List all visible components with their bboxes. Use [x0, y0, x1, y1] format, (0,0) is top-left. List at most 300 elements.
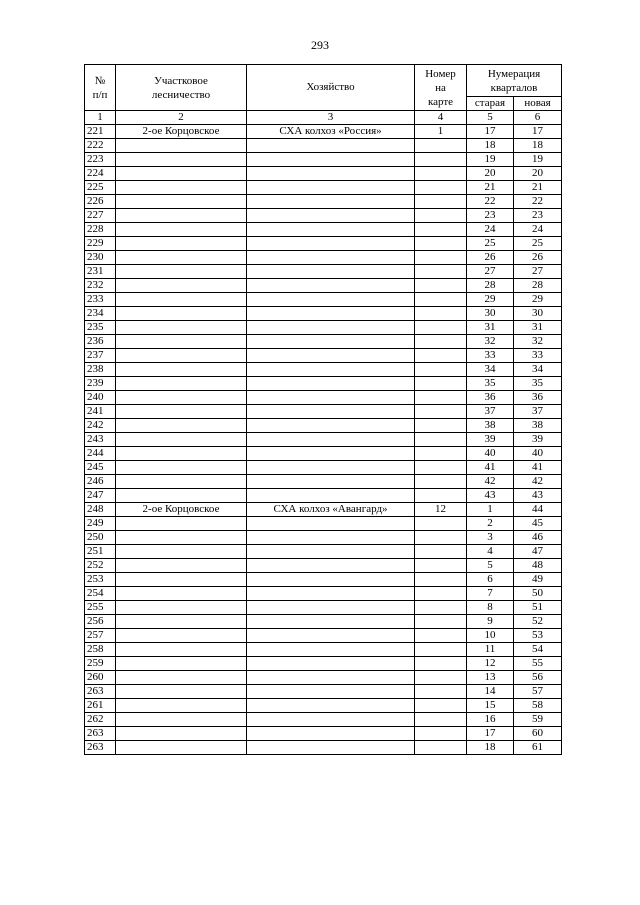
map-number-cell: [415, 363, 467, 377]
row-number-cell: 246: [85, 475, 116, 489]
table-row: [85, 671, 562, 685]
forestry-cell: [116, 615, 247, 629]
forestry-cell: [116, 559, 247, 573]
column-number: 2: [116, 111, 247, 125]
farm-cell: [247, 629, 415, 643]
farm-cell: [247, 461, 415, 475]
farm-cell: [247, 321, 415, 335]
farm-cell: [247, 349, 415, 363]
old-quarter-cell: 31: [467, 321, 514, 335]
forestry-cell: 2-ое Корцовское: [116, 125, 247, 139]
forestry-cell: [116, 195, 247, 209]
table-row: [85, 475, 562, 489]
table-row: [85, 181, 562, 195]
forestry-cell: [116, 279, 247, 293]
map-number-cell: [415, 167, 467, 181]
map-number-cell: 1: [415, 125, 467, 139]
forestry-cell: [116, 335, 247, 349]
header-num-text: № п/п: [92, 74, 108, 101]
map-number-cell: [415, 405, 467, 419]
new-quarter-cell: 58: [514, 699, 562, 713]
old-quarter-cell: 20: [467, 167, 514, 181]
table-row: [85, 167, 562, 181]
farm-cell: [247, 433, 415, 447]
old-quarter-cell: 16: [467, 713, 514, 727]
old-quarter-cell: 37: [467, 405, 514, 419]
table-row: [85, 643, 562, 657]
farm-cell: [247, 573, 415, 587]
new-quarter-cell: 39: [514, 433, 562, 447]
map-number-cell: [415, 391, 467, 405]
forestry-cell: [116, 181, 247, 195]
row-number-cell: 239: [85, 377, 116, 391]
new-quarter-cell: 28: [514, 279, 562, 293]
forestry-cell: [116, 713, 247, 727]
row-number-cell: 232: [85, 279, 116, 293]
map-number-cell: [415, 713, 467, 727]
header-num: [85, 65, 116, 111]
row-number-cell: 251: [85, 545, 116, 559]
new-quarter-cell: 31: [514, 321, 562, 335]
map-number-cell: [415, 727, 467, 741]
new-quarter-cell: 35: [514, 377, 562, 391]
forestry-cell: [116, 573, 247, 587]
row-number-cell: 243: [85, 433, 116, 447]
page-number: 293: [311, 38, 329, 52]
table-row: [85, 573, 562, 587]
row-number-cell: 231: [85, 265, 116, 279]
forestry-cell: [116, 727, 247, 741]
column-number: 3: [247, 111, 415, 125]
map-number-cell: [415, 181, 467, 195]
map-number-cell: [415, 587, 467, 601]
new-quarter-cell: 24: [514, 223, 562, 237]
new-quarter-cell: 26: [514, 251, 562, 265]
table-row: [85, 559, 562, 573]
new-quarter-cell: 61: [514, 741, 562, 755]
farm-cell: [247, 293, 415, 307]
map-number-cell: [415, 265, 467, 279]
new-quarter-cell: 59: [514, 713, 562, 727]
table-row: [85, 139, 562, 153]
table-row: [85, 419, 562, 433]
new-quarter-cell: 43: [514, 489, 562, 503]
new-quarter-cell: 29: [514, 293, 562, 307]
farm-cell: СХА колхоз «Россия»: [247, 125, 415, 139]
old-quarter-cell: 10: [467, 629, 514, 643]
table-row: [85, 741, 562, 755]
new-quarter-cell: 25: [514, 237, 562, 251]
row-number-cell: 254: [85, 587, 116, 601]
row-number-cell: 226: [85, 195, 116, 209]
old-quarter-cell: 9: [467, 615, 514, 629]
new-quarter-cell: 54: [514, 643, 562, 657]
new-quarter-cell: 21: [514, 181, 562, 195]
map-number-cell: [415, 601, 467, 615]
forestry-cell: [116, 587, 247, 601]
row-number-cell: 237: [85, 349, 116, 363]
new-quarter-cell: 23: [514, 209, 562, 223]
column-number: 6: [514, 111, 562, 125]
map-number-cell: [415, 615, 467, 629]
old-quarter-cell: 19: [467, 153, 514, 167]
map-number-cell: [415, 139, 467, 153]
table-row: [85, 433, 562, 447]
map-number-cell: [415, 559, 467, 573]
column-numbers-row: [85, 111, 562, 125]
farm-cell: [247, 377, 415, 391]
new-quarter-cell: 57: [514, 685, 562, 699]
forestry-cell: [116, 167, 247, 181]
farm-cell: [247, 405, 415, 419]
new-quarter-cell: 50: [514, 587, 562, 601]
farm-cell: СХА колхоз «Авангард»: [247, 503, 415, 517]
new-quarter-cell: 51: [514, 601, 562, 615]
header-new: новая: [514, 97, 562, 111]
new-quarter-cell: 52: [514, 615, 562, 629]
forestry-cell: [116, 349, 247, 363]
map-number-cell: [415, 517, 467, 531]
new-quarter-cell: 41: [514, 461, 562, 475]
forestry-cell: [116, 237, 247, 251]
old-quarter-cell: 14: [467, 685, 514, 699]
forestry-cell: [116, 377, 247, 391]
forestry-cell: [116, 489, 247, 503]
row-number-cell: 261: [85, 699, 116, 713]
table-row: [85, 657, 562, 671]
forestry-cell: [116, 265, 247, 279]
column-number: 5: [467, 111, 514, 125]
map-number-cell: [415, 349, 467, 363]
farm-cell: [247, 391, 415, 405]
new-quarter-cell: 30: [514, 307, 562, 321]
map-number-cell: [415, 475, 467, 489]
row-number-cell: 259: [85, 657, 116, 671]
map-number-cell: [415, 223, 467, 237]
row-number-cell: 252: [85, 559, 116, 573]
farm-cell: [247, 657, 415, 671]
new-quarter-cell: 60: [514, 727, 562, 741]
table-row: [85, 587, 562, 601]
old-quarter-cell: 38: [467, 419, 514, 433]
old-quarter-cell: 36: [467, 391, 514, 405]
row-number-cell: 249: [85, 517, 116, 531]
old-quarter-cell: 22: [467, 195, 514, 209]
new-quarter-cell: 17: [514, 125, 562, 139]
row-number-cell: 235: [85, 321, 116, 335]
forestry-cell: [116, 139, 247, 153]
old-quarter-cell: 43: [467, 489, 514, 503]
table-row: [85, 447, 562, 461]
table-row: [85, 489, 562, 503]
old-quarter-cell: 12: [467, 657, 514, 671]
old-quarter-cell: 26: [467, 251, 514, 265]
column-number: 1: [85, 111, 116, 125]
row-number-cell: 257: [85, 629, 116, 643]
map-number-cell: [415, 209, 467, 223]
farm-cell: [247, 475, 415, 489]
farm-cell: [247, 587, 415, 601]
farm-cell: [247, 685, 415, 699]
table-row: [85, 391, 562, 405]
new-quarter-cell: 56: [514, 671, 562, 685]
map-number-cell: [415, 699, 467, 713]
row-number-cell: 244: [85, 447, 116, 461]
old-quarter-cell: 15: [467, 699, 514, 713]
table-header: [85, 65, 562, 125]
table-row: [85, 531, 562, 545]
row-number-cell: 255: [85, 601, 116, 615]
new-quarter-cell: 27: [514, 265, 562, 279]
forestry-cell: [116, 475, 247, 489]
forestry-cell: [116, 433, 247, 447]
table-row: [85, 349, 562, 363]
forestry-cell: [116, 391, 247, 405]
map-number-cell: [415, 671, 467, 685]
map-number-cell: [415, 377, 467, 391]
table-row: [85, 601, 562, 615]
farm-cell: [247, 167, 415, 181]
farm-cell: [247, 237, 415, 251]
farm-cell: [247, 195, 415, 209]
row-number-cell: 229: [85, 237, 116, 251]
row-number-cell: 263: [85, 685, 116, 699]
old-quarter-cell: 42: [467, 475, 514, 489]
table-row: [85, 237, 562, 251]
row-number-cell: 256: [85, 615, 116, 629]
farm-cell: [247, 489, 415, 503]
forestry-cell: [116, 209, 247, 223]
row-number-cell: 263: [85, 741, 116, 755]
farm-cell: [247, 615, 415, 629]
forestry-cell: [116, 223, 247, 237]
column-number: 4: [415, 111, 467, 125]
old-quarter-cell: 27: [467, 265, 514, 279]
forestry-cell: [116, 419, 247, 433]
old-quarter-cell: 34: [467, 363, 514, 377]
forestry-cell: [116, 685, 247, 699]
header-forestry-text: Участковое лесничество: [151, 74, 211, 101]
table-row: [85, 685, 562, 699]
farm-cell: [247, 741, 415, 755]
farm-cell: [247, 265, 415, 279]
header-farm: Хозяйство: [247, 65, 415, 111]
farm-cell: [247, 153, 415, 167]
new-quarter-cell: 45: [514, 517, 562, 531]
table-row: [85, 265, 562, 279]
row-number-cell: 228: [85, 223, 116, 237]
new-quarter-cell: 22: [514, 195, 562, 209]
table-row: [85, 545, 562, 559]
row-number-cell: 245: [85, 461, 116, 475]
table-row: [85, 223, 562, 237]
row-number-cell: 248: [85, 503, 116, 517]
forestry-cell: [116, 153, 247, 167]
map-number-cell: [415, 629, 467, 643]
table-row: [85, 125, 562, 139]
map-number-cell: [415, 153, 467, 167]
old-quarter-cell: 29: [467, 293, 514, 307]
forestry-cell: [116, 545, 247, 559]
farm-cell: [247, 699, 415, 713]
farm-cell: [247, 223, 415, 237]
row-number-cell: 242: [85, 419, 116, 433]
map-number-cell: [415, 461, 467, 475]
row-number-cell: 260: [85, 671, 116, 685]
header-map-number-text: Номер на карте: [425, 67, 456, 108]
map-number-cell: [415, 321, 467, 335]
new-quarter-cell: 37: [514, 405, 562, 419]
old-quarter-cell: 35: [467, 377, 514, 391]
header-forestry: [116, 65, 247, 111]
map-number-cell: [415, 307, 467, 321]
new-quarter-cell: 55: [514, 657, 562, 671]
farm-cell: [247, 335, 415, 349]
old-quarter-cell: 32: [467, 335, 514, 349]
row-number-cell: 234: [85, 307, 116, 321]
old-quarter-cell: 5: [467, 559, 514, 573]
old-quarter-cell: 40: [467, 447, 514, 461]
old-quarter-cell: 30: [467, 307, 514, 321]
table-row: [85, 699, 562, 713]
forestry-cell: [116, 741, 247, 755]
forestry-cell: [116, 699, 247, 713]
forestry-cell: 2-ое Корцовское: [116, 503, 247, 517]
forestry-cell: [116, 307, 247, 321]
forestry-cell: [116, 601, 247, 615]
forest-quarters-table: [84, 64, 562, 755]
table-row: [85, 293, 562, 307]
map-number-cell: [415, 251, 467, 265]
table-row: [85, 279, 562, 293]
row-number-cell: 241: [85, 405, 116, 419]
row-number-cell: 240: [85, 391, 116, 405]
map-number-cell: [415, 419, 467, 433]
row-number-cell: 225: [85, 181, 116, 195]
table-row: [85, 615, 562, 629]
forestry-cell: [116, 251, 247, 265]
forestry-cell: [116, 461, 247, 475]
table-body: [85, 125, 562, 755]
table-row: [85, 713, 562, 727]
row-number-cell: 221: [85, 125, 116, 139]
row-number-cell: 262: [85, 713, 116, 727]
farm-cell: [247, 643, 415, 657]
forestry-cell: [116, 531, 247, 545]
old-quarter-cell: 18: [467, 741, 514, 755]
forestry-cell: [116, 657, 247, 671]
old-quarter-cell: 11: [467, 643, 514, 657]
new-quarter-cell: 33: [514, 349, 562, 363]
map-number-cell: [415, 643, 467, 657]
forestry-cell: [116, 293, 247, 307]
farm-cell: [247, 559, 415, 573]
table-row: [85, 405, 562, 419]
new-quarter-cell: 48: [514, 559, 562, 573]
header-quarter-numbering: [467, 65, 562, 97]
row-number-cell: 224: [85, 167, 116, 181]
new-quarter-cell: 49: [514, 573, 562, 587]
map-number-cell: [415, 195, 467, 209]
map-number-cell: [415, 279, 467, 293]
farm-cell: [247, 531, 415, 545]
old-quarter-cell: 39: [467, 433, 514, 447]
map-number-cell: [415, 657, 467, 671]
new-quarter-cell: 40: [514, 447, 562, 461]
new-quarter-cell: 20: [514, 167, 562, 181]
farm-cell: [247, 251, 415, 265]
map-number-cell: [415, 293, 467, 307]
old-quarter-cell: 21: [467, 181, 514, 195]
row-number-cell: 253: [85, 573, 116, 587]
old-quarter-cell: 1: [467, 503, 514, 517]
farm-cell: [247, 601, 415, 615]
new-quarter-cell: 38: [514, 419, 562, 433]
table-row: [85, 363, 562, 377]
farm-cell: [247, 727, 415, 741]
farm-cell: [247, 279, 415, 293]
farm-cell: [247, 713, 415, 727]
forestry-cell: [116, 643, 247, 657]
farm-cell: [247, 139, 415, 153]
table-row: [85, 335, 562, 349]
map-number-cell: [415, 531, 467, 545]
map-number-cell: [415, 741, 467, 755]
old-quarter-cell: 7: [467, 587, 514, 601]
row-number-cell: 250: [85, 531, 116, 545]
row-number-cell: 236: [85, 335, 116, 349]
map-number-cell: [415, 237, 467, 251]
row-number-cell: 223: [85, 153, 116, 167]
forestry-cell: [116, 671, 247, 685]
new-quarter-cell: 36: [514, 391, 562, 405]
forestry-cell: [116, 405, 247, 419]
new-quarter-cell: 53: [514, 629, 562, 643]
forestry-cell: [116, 363, 247, 377]
farm-cell: [247, 517, 415, 531]
forestry-cell: [116, 321, 247, 335]
new-quarter-cell: 44: [514, 503, 562, 517]
old-quarter-cell: 41: [467, 461, 514, 475]
new-quarter-cell: 18: [514, 139, 562, 153]
farm-cell: [247, 545, 415, 559]
old-quarter-cell: 18: [467, 139, 514, 153]
row-number-cell: 258: [85, 643, 116, 657]
table-row: [85, 153, 562, 167]
row-number-cell: 238: [85, 363, 116, 377]
map-number-cell: [415, 447, 467, 461]
old-quarter-cell: 6: [467, 573, 514, 587]
farm-cell: [247, 307, 415, 321]
old-quarter-cell: 33: [467, 349, 514, 363]
row-number-cell: 230: [85, 251, 116, 265]
row-number-cell: 222: [85, 139, 116, 153]
old-quarter-cell: 13: [467, 671, 514, 685]
table-row: [85, 251, 562, 265]
old-quarter-cell: 17: [467, 727, 514, 741]
row-number-cell: 227: [85, 209, 116, 223]
row-number-cell: 263: [85, 727, 116, 741]
map-number-cell: [415, 489, 467, 503]
farm-cell: [247, 419, 415, 433]
map-number-cell: [415, 545, 467, 559]
forestry-cell: [116, 447, 247, 461]
old-quarter-cell: 23: [467, 209, 514, 223]
farm-cell: [247, 671, 415, 685]
farm-cell: [247, 447, 415, 461]
map-number-cell: 12: [415, 503, 467, 517]
new-quarter-cell: 19: [514, 153, 562, 167]
